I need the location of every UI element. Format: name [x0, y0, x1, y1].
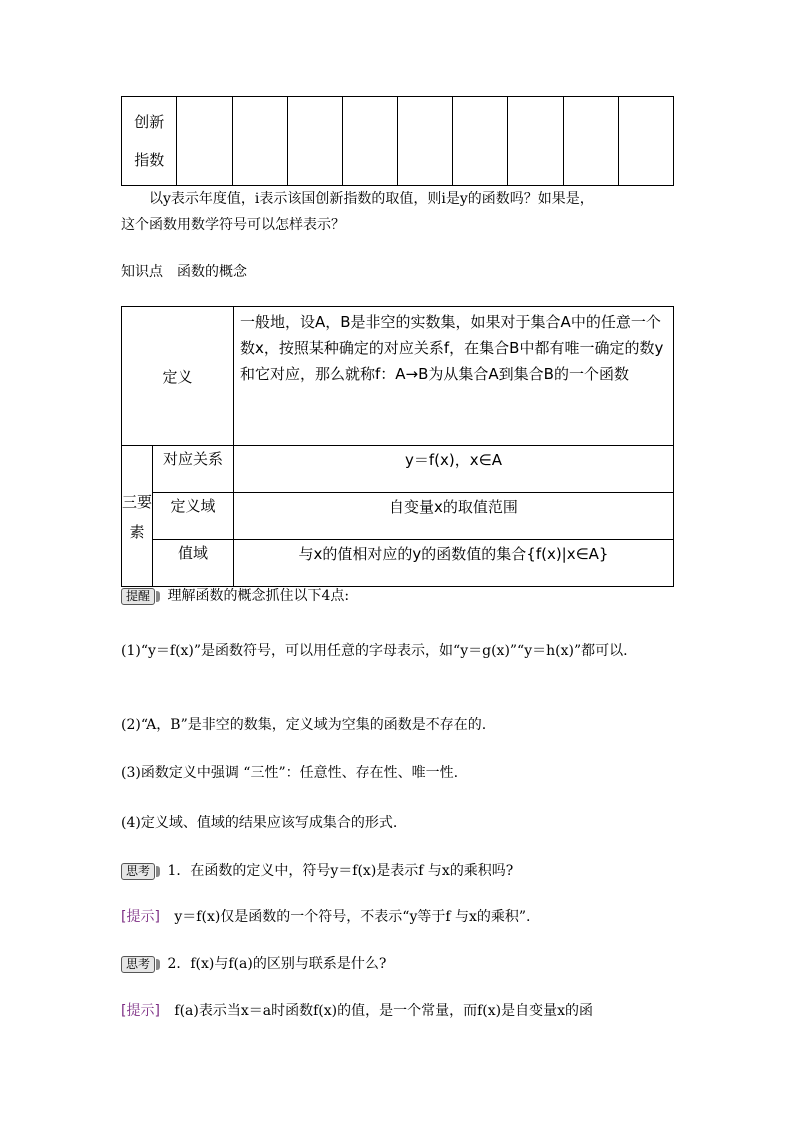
reminder-intro-line	[121, 583, 681, 609]
empty-cell	[618, 97, 673, 186]
hint-line	[121, 904, 681, 930]
empty-cell	[232, 97, 287, 186]
intro-line: 这个函数用数学符号可以怎样表示？	[121, 217, 345, 233]
element-name: 值域	[153, 540, 234, 587]
definition-text: 一般地，设A，B是非空的实数集，如果对于集合A中的任意一个数x，按照某种确定的对应关系f，在集合B中都有唯一确定的数y和它对应，那么就称f：A→B为从集合A到集合B的一个函数	[234, 307, 674, 446]
three-elements-label: 三要素	[122, 446, 153, 587]
think-question-line	[121, 951, 681, 977]
hint-text: y＝f(x)仅是函数的一个符号，不表示“y等于f 与x的乘积”.	[174, 909, 531, 925]
reminder-point: (4)定义域、值域的结果应该写成集合的形式.	[121, 815, 398, 831]
table-row	[122, 97, 674, 186]
label-line: 创新	[134, 113, 165, 131]
element-name: 对应关系	[153, 446, 234, 493]
element-value: y＝f(x)，x∈A	[234, 446, 674, 493]
intro-line: 以y表示年度值，i表示该国创新指数的取值，则i是y的函数吗？如果是，	[149, 191, 594, 207]
innovation-index-table	[121, 96, 674, 186]
reminder-tag: 提醒	[121, 588, 155, 605]
table-row	[122, 540, 674, 587]
reminder-intro: 理解函数的概念抓住以下4点:	[167, 588, 350, 604]
empty-cell	[398, 97, 453, 186]
empty-cell	[342, 97, 397, 186]
intro-paragraph	[121, 186, 681, 238]
definition-label: 定义	[122, 307, 234, 446]
empty-cell	[287, 97, 342, 186]
function-definition-table	[121, 306, 674, 587]
reminder-point: (1)“y＝f(x)”是函数符号，可以用任意的字母表示，如“y＝g(x)”“y＝h(x)”都可以.	[121, 643, 628, 659]
think-question-line	[121, 858, 681, 884]
empty-cell	[563, 97, 618, 186]
think-tag: 思考	[121, 863, 155, 880]
empty-cell	[177, 97, 232, 186]
hint-text: f(a)表示当x＝a时函数f(x)的值，是一个常量，而f(x)是自变量x的函	[174, 1003, 593, 1019]
hint-label: [提示]	[121, 1003, 160, 1019]
section-title: 知识点 函数的概念	[121, 264, 247, 280]
empty-cell	[508, 97, 563, 186]
table-row	[122, 307, 674, 446]
element-value: 自变量x的取值范围	[234, 493, 674, 540]
hint-line	[121, 998, 681, 1024]
hint-label: [提示]	[121, 909, 160, 925]
reminder-point: (2)“A，B”是非空的数集，定义域为空集的函数是不存在的.	[121, 717, 487, 733]
label-line: 指数	[134, 151, 165, 169]
empty-cell	[453, 97, 508, 186]
table-row	[122, 446, 674, 493]
element-name: 定义域	[153, 493, 234, 540]
table-row-label	[122, 97, 177, 186]
think-question: 1．在函数的定义中，符号y＝f(x)是表示f 与x的乘积吗?	[167, 863, 514, 879]
reminder-point: (3)函数定义中强调 “三性”：任意性、存在性、唯一性.	[121, 765, 459, 781]
think-tag: 思考	[121, 956, 155, 973]
element-value: 与x的值相对应的y的函数值的集合{f(x)|x∈A}	[234, 540, 674, 587]
think-question: 2．f(x)与f(a)的区别与联系是什么?	[167, 956, 387, 972]
table-row	[122, 493, 674, 540]
